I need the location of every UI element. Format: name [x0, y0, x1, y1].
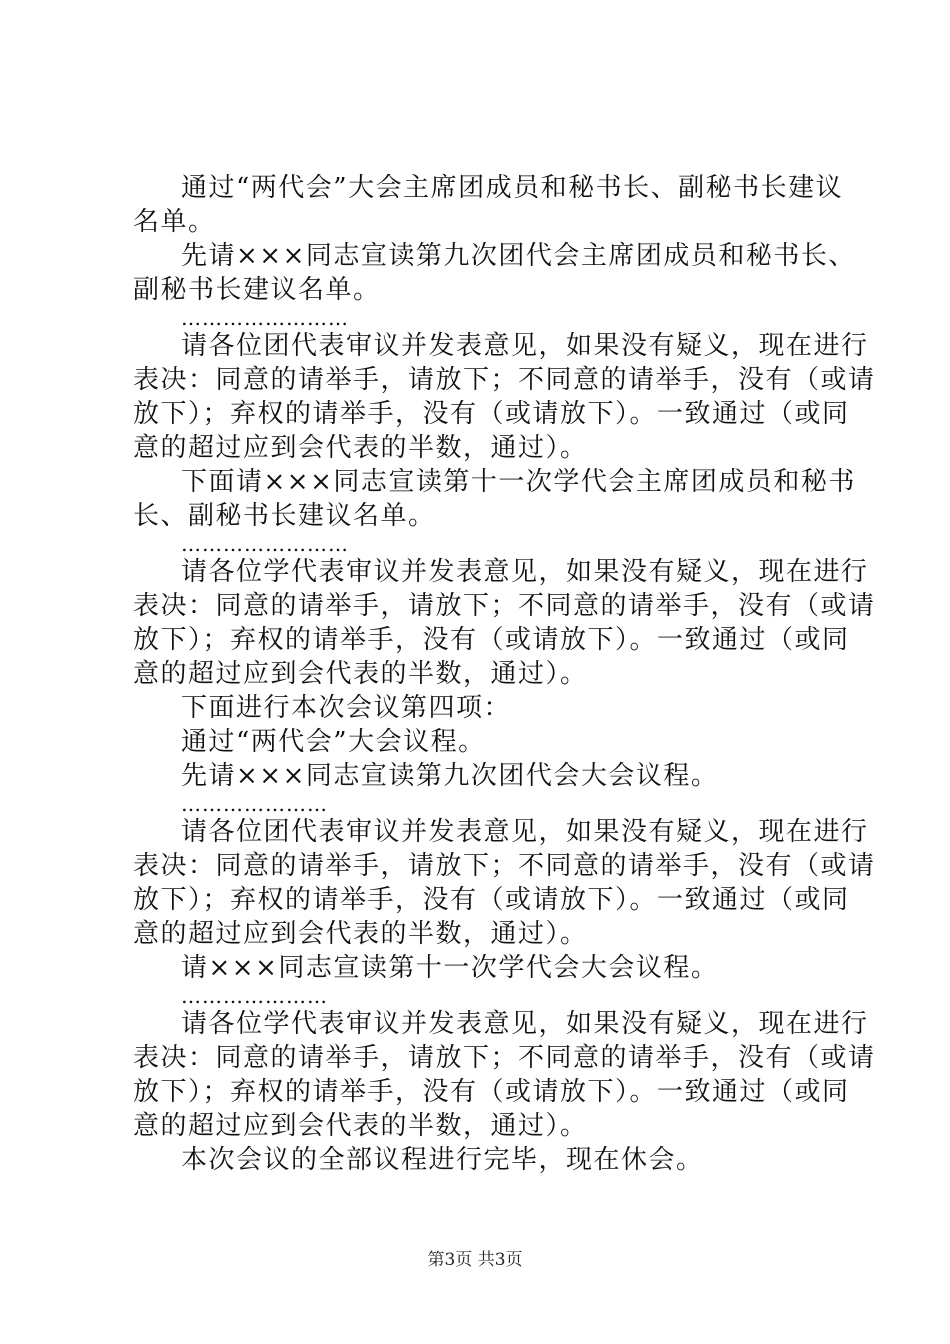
text-line: 请各位团代表审议并发表意见，如果没有疑义，现在进行 [181, 817, 869, 847]
text-line: 请×××同志宣读第十一次学代会大会议程。 [181, 953, 719, 983]
text-line: 放下）；弃权的请举手，没有（或请放下）。一致通过（或同 [133, 1077, 850, 1107]
text-line: 下面进行本次会议第四项： [181, 693, 512, 723]
text-line: 先请×××同志宣读第九次团代会主席团成员和秘书长、 [181, 241, 856, 271]
text-line: 意的超过应到会代表的半数，通过）。 [133, 433, 588, 463]
text-line: 放下）；弃权的请举手，没有（或请放下）。一致通过（或同 [133, 625, 850, 655]
text-line: 表决：同意的请举手，请放下；不同意的请举手，没有（或请 [133, 851, 876, 881]
text-line: 下面请×××同志宣读第十一次学代会主席团成员和秘书 [181, 467, 856, 497]
text-line: 通过“两代会”大会主席团成员和秘书长、副秘书长建议 [181, 173, 844, 203]
text-line: 长、副秘书长建议名单。 [133, 501, 436, 531]
text-line: 放下）；弃权的请举手，没有（或请放下）。一致通过（或同 [133, 885, 850, 915]
document-body [133, 171, 876, 1177]
text-line: 意的超过应到会代表的半数，通过）。 [133, 659, 588, 689]
text-line: 请各位学代表审议并发表意见，如果没有疑义，现在进行 [181, 1009, 869, 1039]
text-line: 本次会议的全部议程进行完毕，现在休会。 [181, 1145, 704, 1175]
text-line: 表决：同意的请举手，请放下；不同意的请举手，没有（或请 [133, 1043, 876, 1073]
text-line: 意的超过应到会代表的半数，通过）。 [133, 1111, 588, 1141]
page-footer: 第3页 共3页 [427, 1250, 523, 1270]
ellipsis-line: …………………… [181, 306, 349, 330]
text-line: 名单。 [133, 207, 216, 237]
ellipsis-line: ………………… [181, 792, 328, 816]
text-line: 请各位学代表审议并发表意见，如果没有疑义，现在进行 [181, 557, 869, 587]
text-line: 通过“两代会”大会议程。 [181, 727, 486, 757]
ellipsis-line: ………………… [181, 984, 328, 1008]
text-line: 先请×××同志宣读第九次团代会大会议程。 [181, 761, 719, 791]
text-line: 副秘书长建议名单。 [133, 275, 381, 305]
text-line: 请各位团代表审议并发表意见，如果没有疑义，现在进行 [181, 331, 869, 361]
text-line: 表决：同意的请举手，请放下；不同意的请举手，没有（或请 [133, 365, 876, 395]
text-line: 表决：同意的请举手，请放下；不同意的请举手，没有（或请 [133, 591, 876, 621]
ellipsis-line: …………………… [181, 532, 349, 556]
text-line: 意的超过应到会代表的半数，通过）。 [133, 919, 588, 949]
text-line: 放下）；弃权的请举手，没有（或请放下）。一致通过（或同 [133, 399, 850, 429]
